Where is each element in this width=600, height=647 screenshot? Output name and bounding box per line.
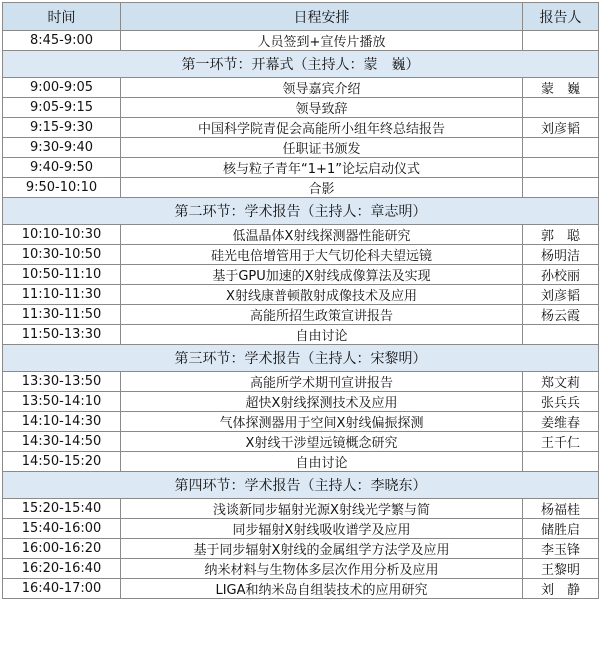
cell-agenda: 中国科学院青促会高能所小组年终总结报告 (121, 118, 523, 138)
cell-speaker (523, 31, 599, 51)
cell-agenda: 合影 (121, 178, 523, 198)
cell-agenda: 硅光电倍增管用于大气切伦科夫望远镜 (121, 245, 523, 265)
table-row (3, 452, 599, 472)
cell-speaker (523, 178, 599, 198)
table-row (3, 265, 599, 285)
table-row (3, 225, 599, 245)
cell-agenda: 高能所学术期刊宣讲报告 (121, 372, 523, 392)
cell-speaker (523, 138, 599, 158)
table-row (3, 499, 599, 519)
cell-speaker: 蒙 巍 (523, 78, 599, 98)
cell-agenda: 自由讨论 (121, 325, 523, 345)
cell-agenda: 超快X射线探测技术及应用 (121, 392, 523, 412)
cell-time: 14:30-14:50 (3, 432, 121, 452)
cell-time: 14:50-15:20 (3, 452, 121, 472)
cell-time: 9:30-9:40 (3, 138, 121, 158)
cell-agenda: 高能所招生政策宣讲报告 (121, 305, 523, 325)
section-title: 第三环节：学术报告（主持人：宋黎明） (3, 345, 599, 372)
cell-time: 13:30-13:50 (3, 372, 121, 392)
cell-time: 16:20-16:40 (3, 559, 121, 579)
cell-speaker (523, 325, 599, 345)
cell-time: 11:10-11:30 (3, 285, 121, 305)
table-row (3, 539, 599, 559)
cell-agenda: 基于GPU加速的X射线成像算法及实现 (121, 265, 523, 285)
schedule-table (2, 2, 599, 599)
cell-speaker: 孙校丽 (523, 265, 599, 285)
cell-agenda: 浅谈新同步辐射光源X射线光学繁与简 (121, 499, 523, 519)
cell-time: 8:45-9:00 (3, 31, 121, 51)
cell-speaker: 刘彦韬 (523, 118, 599, 138)
cell-agenda: 自由讨论 (121, 452, 523, 472)
cell-time: 10:10-10:30 (3, 225, 121, 245)
cell-agenda: 领导嘉宾介绍 (121, 78, 523, 98)
cell-speaker (523, 452, 599, 472)
cell-speaker: 姜维春 (523, 412, 599, 432)
cell-speaker: 刘彦韬 (523, 285, 599, 305)
cell-time: 9:00-9:05 (3, 78, 121, 98)
cell-speaker: 李玉锋 (523, 539, 599, 559)
cell-speaker: 张兵兵 (523, 392, 599, 412)
table-row (3, 31, 599, 51)
cell-time: 9:05-9:15 (3, 98, 121, 118)
cell-agenda: 领导致辞 (121, 98, 523, 118)
cell-time: 14:10-14:30 (3, 412, 121, 432)
cell-time: 9:15-9:30 (3, 118, 121, 138)
table-row (3, 285, 599, 305)
cell-speaker: 郭 聪 (523, 225, 599, 245)
cell-speaker: 郑文莉 (523, 372, 599, 392)
table-row (3, 78, 599, 98)
cell-time: 9:50-10:10 (3, 178, 121, 198)
cell-speaker: 杨福桂 (523, 499, 599, 519)
header-agenda: 日程安排 (121, 3, 523, 31)
table-row (3, 579, 599, 599)
table-row (3, 98, 599, 118)
cell-speaker: 王黎明 (523, 559, 599, 579)
table-row (3, 559, 599, 579)
section-row (3, 51, 599, 78)
table-row (3, 412, 599, 432)
cell-speaker: 储胜启 (523, 519, 599, 539)
section-title: 第四环节：学术报告（主持人：李晓东） (3, 472, 599, 499)
section-title: 第二环节：学术报告（主持人：章志明） (3, 198, 599, 225)
table-row (3, 519, 599, 539)
section-row (3, 198, 599, 225)
cell-speaker (523, 98, 599, 118)
cell-agenda: LIGA和纳米岛自组装技术的应用研究 (121, 579, 523, 599)
cell-time: 11:30-11:50 (3, 305, 121, 325)
cell-agenda: X射线康普顿散射成像技术及应用 (121, 285, 523, 305)
cell-time: 10:50-11:10 (3, 265, 121, 285)
table-row (3, 432, 599, 452)
cell-agenda: 人员签到+宣传片播放 (121, 31, 523, 51)
cell-time: 15:40-16:00 (3, 519, 121, 539)
cell-speaker: 杨云霞 (523, 305, 599, 325)
cell-speaker: 杨明洁 (523, 245, 599, 265)
cell-time: 11:50-13:30 (3, 325, 121, 345)
header-speaker: 报告人 (523, 3, 599, 31)
schedule-body (3, 31, 599, 599)
cell-time: 16:00-16:20 (3, 539, 121, 559)
cell-agenda: 同步辐射X射线吸收谱学及应用 (121, 519, 523, 539)
cell-speaker: 王千仁 (523, 432, 599, 452)
cell-time: 15:20-15:40 (3, 499, 121, 519)
section-row (3, 472, 599, 499)
table-row (3, 158, 599, 178)
cell-agenda: 任职证书颁发 (121, 138, 523, 158)
table-row (3, 372, 599, 392)
table-row (3, 118, 599, 138)
schedule-document (2, 2, 598, 599)
cell-speaker: 刘 静 (523, 579, 599, 599)
header-time: 时间 (3, 3, 121, 31)
table-row (3, 305, 599, 325)
section-row (3, 345, 599, 372)
table-row (3, 325, 599, 345)
cell-agenda: 低温晶体X射线探测器性能研究 (121, 225, 523, 245)
table-header-row (3, 3, 599, 31)
cell-time: 10:30-10:50 (3, 245, 121, 265)
cell-agenda: X射线干涉望远镜概念研究 (121, 432, 523, 452)
cell-agenda: 气体探测器用于空间X射线偏振探测 (121, 412, 523, 432)
cell-agenda: 核与粒子青年“1+1”论坛启动仪式 (121, 158, 523, 178)
cell-speaker (523, 158, 599, 178)
table-row (3, 245, 599, 265)
table-row (3, 392, 599, 412)
cell-time: 13:50-14:10 (3, 392, 121, 412)
section-title: 第一环节：开幕式（主持人：蒙 巍） (3, 51, 599, 78)
cell-agenda: 纳米材料与生物体多层次作用分析及应用 (121, 559, 523, 579)
cell-agenda: 基于同步辐射X射线的金属组学方法学及应用 (121, 539, 523, 559)
cell-time: 16:40-17:00 (3, 579, 121, 599)
table-row (3, 178, 599, 198)
cell-time: 9:40-9:50 (3, 158, 121, 178)
table-row (3, 138, 599, 158)
